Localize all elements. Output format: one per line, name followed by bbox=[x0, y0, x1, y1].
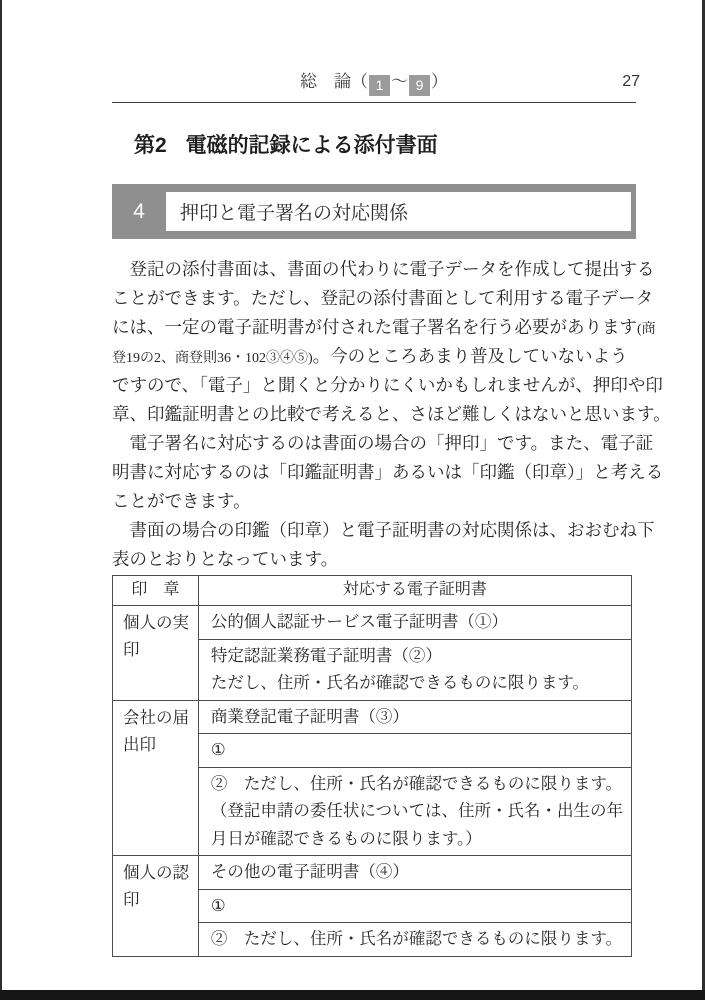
range-paren-close: ） bbox=[431, 72, 448, 91]
citation-text: 登19の2、商登則36・102③④⑤) bbox=[112, 351, 313, 366]
chapter-title: 電磁的記録による添付書面 bbox=[185, 134, 438, 157]
range-tilde: ～ bbox=[391, 72, 408, 91]
cert-cell bbox=[198, 639, 631, 700]
range-badge-start: 1 bbox=[369, 75, 390, 96]
cert-line: 月日が確認できるものに限ります。） bbox=[210, 828, 482, 848]
body-text bbox=[112, 255, 671, 574]
seal-cell: 個人の実印 bbox=[113, 606, 199, 701]
table-row bbox=[113, 606, 632, 640]
paragraph-line: 章、印鑑証明書との比較で考えると、さほど難しくはないと思います。 bbox=[112, 404, 671, 424]
section-index-box bbox=[112, 184, 636, 239]
cert-cell bbox=[198, 889, 631, 923]
cert-line: ① bbox=[210, 740, 226, 759]
chapter-heading bbox=[134, 131, 636, 161]
cert-cell bbox=[198, 734, 631, 768]
header-rule bbox=[112, 102, 636, 103]
cert-cell bbox=[198, 700, 631, 734]
table-header-row bbox=[113, 576, 632, 606]
section-number: 4 bbox=[133, 199, 145, 223]
paragraph-text: には、一定の電子証明書が付された電子署名を行う必要があります bbox=[112, 317, 637, 337]
paragraph-line: 明書に対応するのは「印鑑証明書」あるいは「印鑑（印章）」と考える bbox=[112, 462, 664, 482]
section-title: 押印と電子署名の対応関係 bbox=[166, 192, 631, 231]
cert-line: ① bbox=[210, 895, 226, 915]
range-badge-end: 9 bbox=[409, 75, 430, 96]
seal-certificate-table bbox=[112, 575, 632, 957]
running-header bbox=[112, 70, 640, 94]
chapter-number: 第2 bbox=[134, 134, 167, 157]
cert-line: 商業登記電子証明書（③） bbox=[210, 706, 409, 726]
cert-line: 公的個人認証サービス電子証明書（①） bbox=[210, 612, 508, 631]
seal-cell: 個人の認印 bbox=[113, 856, 199, 957]
paragraph-line: 表のとおりとなっています。 bbox=[112, 549, 339, 569]
paragraph-line bbox=[112, 313, 656, 342]
citation-text: (商 bbox=[637, 322, 656, 337]
cert-line: その他の電子証明書（④） bbox=[210, 862, 409, 881]
paragraph-line: ことができます。ただし、登記の添付書面として利用する電子データ bbox=[112, 288, 654, 308]
running-header-title: 総 論 bbox=[300, 72, 351, 91]
page-content bbox=[112, 0, 671, 957]
paragraph-line: ことができます。 bbox=[112, 491, 251, 511]
cert-line: 特定認証業務電子証明書（②） bbox=[210, 645, 442, 665]
page-number: 27 bbox=[622, 73, 640, 90]
paragraph-line: 登記の添付書面は、書面の代わりに電子データを作成して提出する bbox=[129, 259, 655, 279]
paragraph-line: 書面の場合の印鑑（印章）と電子証明書の対応関係は、おおむね下 bbox=[129, 520, 655, 540]
table-row bbox=[113, 700, 632, 734]
cert-cell bbox=[198, 923, 631, 957]
cert-line: ただし、住所・氏名が確認できるものに限ります。 bbox=[210, 673, 590, 692]
table-header-seal: 印 章 bbox=[113, 576, 199, 606]
paragraph-line bbox=[112, 342, 636, 371]
cert-cell bbox=[198, 856, 631, 890]
cert-line: （登記申請の委任状については、住所・氏名・出生の年 bbox=[210, 801, 623, 820]
cert-line: ② ただし、住所・氏名が確認できるものに限ります。 bbox=[210, 773, 623, 793]
cert-line: ② ただし、住所・氏名が確認できるものに限ります。 bbox=[210, 929, 623, 948]
cert-cell bbox=[198, 606, 631, 640]
table-row bbox=[113, 856, 632, 890]
page-left-edge bbox=[0, 0, 2, 1000]
seal-cell: 会社の届出印 bbox=[113, 700, 199, 856]
paragraph-line: 電子署名に対応するのは書面の場合の「押印」です。また、電子証 bbox=[129, 433, 654, 453]
paragraph-line: ですので、「電子」と聞くと分かりにくいかもしれませんが、押印や印 bbox=[112, 375, 663, 395]
paragraph-text: 。今のところあまり普及していないよう bbox=[312, 346, 628, 366]
page-bottom-edge bbox=[0, 990, 705, 1000]
cert-cell bbox=[198, 767, 631, 856]
range-paren-open: （ bbox=[351, 72, 368, 91]
table-header-cert: 対応する電子証明書 bbox=[198, 576, 631, 606]
